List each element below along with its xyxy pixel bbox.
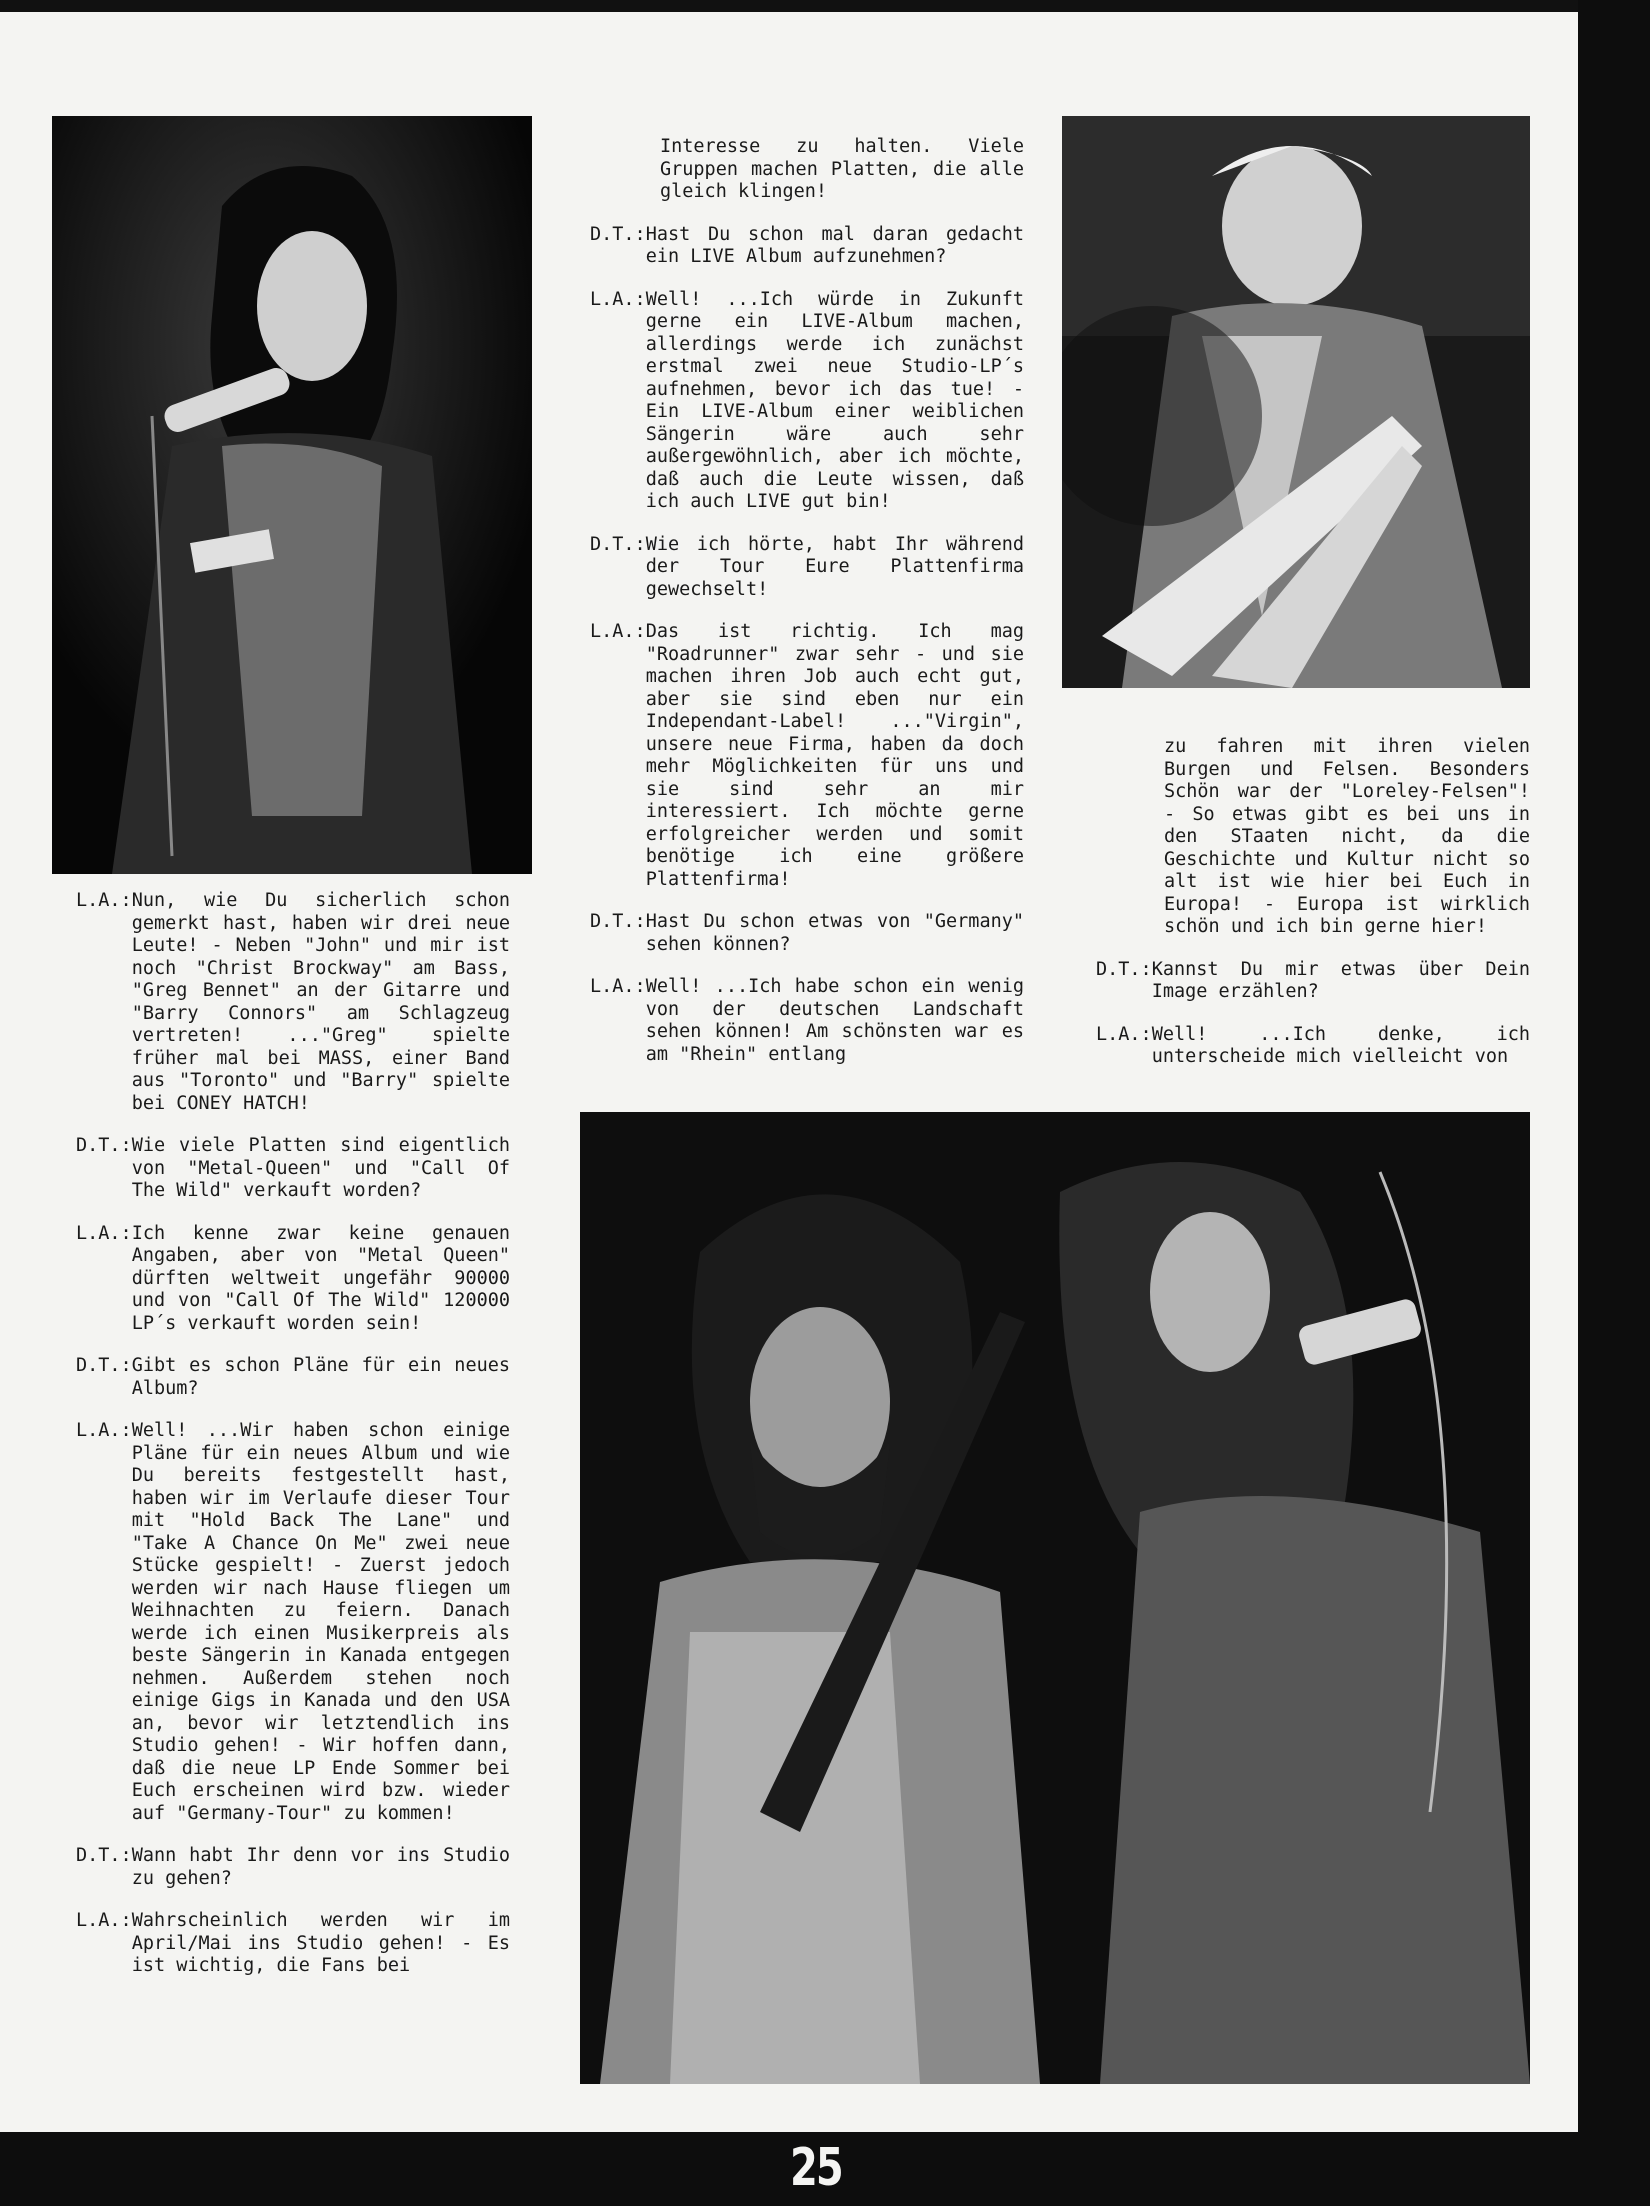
- entry-text: Wie ich hörte, habt Ihr während der Tour Eure Plattenfirma gewechselt!: [645, 533, 1024, 600]
- text-column-1: [76, 890, 510, 1998]
- entry-text: Well! ...Ich würde in Zukunft gerne ein LIVE-Album machen, allerdings werde ich zunächst erstmal zwei neue Studio-LP´s aufnehmen, bevor ich das tue! - Ein LIVE-Album einer weiblichen Sängerin wäre auch sehr außergewöhnlich, aber ich möchte, daß auch die Leute wissen, daß ich auch LIVE gut bin!: [645, 288, 1024, 512]
- interview-entry: [1096, 1024, 1530, 1069]
- entry-text: Well! ...Ich denke, ich unterscheide mich vielleicht von: [1151, 1023, 1530, 1067]
- entry-text: Well! ...Wir haben schon einige Pläne für ein neues Album und wie Du bereits festgestellt hast, haben wir im Verlaufe dieser Tour mit "Hold Back The Lane" und "Take A Chance On Me" zwei neue Stücke gespielt! - Zuerst jedoch werden wir nach Hause fliegen um Weihnachten zu feiern. Danach werde ich einen Musikerpreis als beste Sängerin in Kanada entgegen nehmen. Außerdem stehen noch einige Gigs in Kanada und den USA an, bevor wir letztendlich ins Studio gehen! - Wir hoffen dann, daß die neue LP Ende Sommer bei Euch erscheinen wird bzw. wieder auf "Germany-Tour" zu kommen!: [131, 1420, 510, 1824]
- entry-text: Hast Du schon etwas von "Germany" sehen können?: [645, 911, 1024, 955]
- interview-entry: [76, 1845, 510, 1890]
- entry-text: Das ist richtig. Ich mag "Roadrunner" zwar sehr - und sie machen ihren Job auch echt gut, aber sie sind eben nur ein Independant-Label! ..."Virgin", unsere neue Firma, haben da doch mehr Möglichkeiten für uns und sie sind sehr an mir interessiert. Ich möchte gerne erfolgreicher werden und somit benötige ich eine größere Plattenfirma!: [645, 621, 1024, 890]
- speaker-label: D.T.:: [76, 1135, 132, 1156]
- entry-text: Well! ...Ich habe schon ein wenig von der deutschen Landschaft sehen können! Am schönsten war es am "Rhein" entlang: [645, 976, 1024, 1065]
- interview-entry: [590, 621, 1024, 891]
- interview-entry: [76, 1223, 510, 1336]
- speaker-label: L.A.:: [1096, 1023, 1152, 1045]
- continued-text: Interesse zu halten. Viele Gruppen machen Platten, die alle gleich klingen!: [660, 136, 1024, 202]
- speaker-label: D.T.:: [590, 533, 646, 555]
- guitarist-with-flying-v-photo: [1062, 116, 1530, 688]
- interview-entry: [590, 911, 1024, 956]
- continued-text: zu fahren mit ihren vielen Burgen und Felsen. Besonders Schön war der "Loreley-Felsen"! - So etwas gibt es bei uns in den STaaten nicht, da die Geschichte und Kultur nicht so alt ist wie hier bei Euch in Europa! - Europa ist wirklich schön und ich bin gerne hier!: [1164, 736, 1530, 937]
- guitarist-and-singer-on-stage-photo: [580, 1112, 1530, 2084]
- entry-text: Nun, wie Du sicherlich schon gemerkt hast, haben wir drei neue Leute! - Neben "John" und mir ist noch "Christ Brockway" am Bass, "Greg Bennet" an der Gitarre und "Barry Connors" am Schlagzeug vertreten! ..."Greg" spielte früher mal bei MASS, einer Band aus "Toronto" und "Barry" spielte bei CONEY HATCH!: [131, 890, 510, 1114]
- entry-text: Wann habt Ihr denn vor ins Studio zu gehen?: [131, 1845, 510, 1889]
- interview-entry: [76, 1910, 510, 1978]
- interview-entry: [590, 534, 1024, 602]
- speaker-label: L.A.:: [76, 1910, 132, 1931]
- speaker-label: L.A.:: [590, 976, 646, 997]
- entry-text: Wie viele Platten sind eigentlich von "Metal-Queen" und "Call Of The Wild" verkauft worden?: [131, 1135, 510, 1201]
- interview-entry: [590, 976, 1024, 1066]
- entry-text: Gibt es schon Pläne für ein neues Album?: [131, 1355, 510, 1399]
- speaker-label: L.A.:: [76, 1222, 132, 1244]
- interview-entry: [1096, 959, 1530, 1004]
- interview-entry: [76, 890, 510, 1115]
- text-column-3: [1096, 736, 1530, 1089]
- interview-entry: [590, 289, 1024, 514]
- interview-entry: [76, 1355, 510, 1400]
- speaker-label: L.A.:: [76, 890, 132, 911]
- interview-entry: [76, 1135, 510, 1203]
- speaker-label: D.T.:: [590, 223, 646, 245]
- page-number: 25: [790, 2138, 842, 2198]
- interview-entry: [590, 224, 1024, 269]
- singer-with-microphone-photo: [52, 116, 532, 874]
- speaker-label: L.A.:: [590, 621, 646, 642]
- speaker-label: D.T.:: [1096, 958, 1152, 980]
- entry-text: Ich kenne zwar keine genauen Angaben, aber von "Metal Queen" dürften weltweit ungefähr 90000 und von "Call Of The Wild" 120000 LP´s verkauft worden sein!: [131, 1222, 510, 1334]
- speaker-label: D.T.:: [76, 1845, 132, 1866]
- interview-entry: [76, 1420, 510, 1825]
- speaker-label: D.T.:: [76, 1355, 132, 1376]
- speaker-label: D.T.:: [590, 911, 646, 932]
- page-border-right: [1578, 0, 1650, 2206]
- entry-text: Kannst Du mir etwas über Dein Image erzählen?: [1151, 958, 1530, 1002]
- text-column-2: [590, 136, 1024, 1086]
- entry-text: Hast Du schon mal daran gedacht ein LIVE Album aufzunehmen?: [645, 223, 1024, 267]
- speaker-label: L.A.:: [76, 1420, 132, 1441]
- entry-text: Wahrscheinlich werden wir im April/Mai ins Studio gehen! - Es ist wichtig, die Fans bei: [131, 1910, 510, 1976]
- speaker-label: L.A.:: [590, 288, 646, 310]
